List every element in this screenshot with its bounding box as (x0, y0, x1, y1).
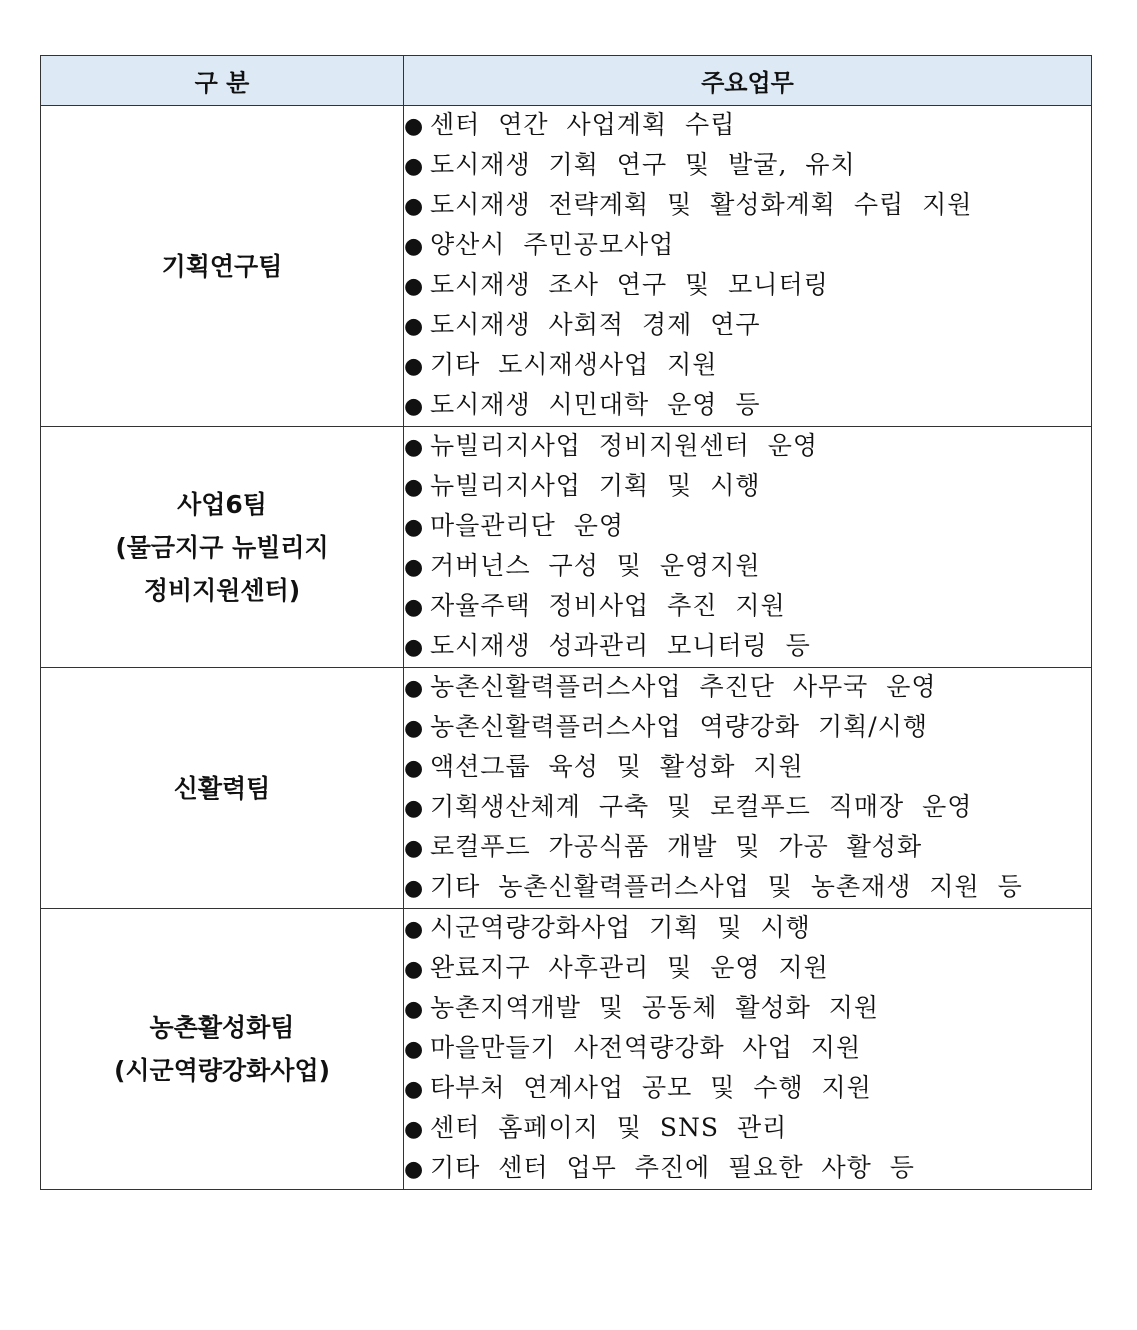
bullet-icon: ● (404, 836, 424, 861)
bullet-icon: ● (404, 635, 424, 660)
table-row (41, 427, 1092, 668)
list-item: ● 도시재생 사회적 경제 연구 (404, 306, 1091, 346)
list-item: ● 도시재생 조사 연구 및 모니터링 (404, 266, 1091, 306)
bullet-icon: ● (404, 796, 424, 821)
list-item: ● 도시재생 시민대학 운영 등 (404, 386, 1091, 426)
list-item: ● 시군역량강화사업 기획 및 시행 (404, 909, 1091, 949)
list-item: ● 기타 도시재생사업 지원 (404, 346, 1091, 386)
list-item: ● 뉴빌리지사업 정비지원센터 운영 (404, 427, 1091, 467)
bullet-icon: ● (404, 1037, 424, 1062)
org-duties-table (40, 55, 1092, 1190)
bullet-icon: ● (404, 1077, 424, 1102)
list-item: ● 도시재생 기획 연구 및 발굴, 유치 (404, 146, 1091, 186)
list-item: ● 센터 홈페이지 및 SNS 관리 (404, 1109, 1091, 1149)
bullet-icon: ● (404, 194, 424, 219)
duties-list (404, 909, 1091, 1189)
bullet-icon: ● (404, 756, 424, 781)
table-row (41, 909, 1092, 1190)
bullet-icon: ● (404, 394, 424, 419)
bullet-icon: ● (404, 957, 424, 982)
bullet-icon: ● (404, 716, 424, 741)
duties-list (404, 668, 1091, 908)
header-row (41, 56, 1092, 106)
bullet-icon: ● (404, 1157, 424, 1182)
list-item: ● 타부처 연계사업 공모 및 수행 지원 (404, 1069, 1091, 1109)
header-division: 구 분 (41, 56, 404, 106)
team-name-cell (41, 106, 404, 427)
list-item: ● 도시재생 전략계획 및 활성화계획 수립 지원 (404, 186, 1091, 226)
bullet-icon: ● (404, 475, 424, 500)
list-item: ● 양산시 주민공모사업 (404, 226, 1091, 266)
team-name-line: 사업6팀 (177, 489, 267, 519)
team-name-line: 기획연구팀 (161, 251, 283, 281)
bullet-icon: ● (404, 274, 424, 299)
duties-cell (404, 909, 1092, 1190)
bullet-icon: ● (404, 595, 424, 620)
bullet-icon: ● (404, 354, 424, 379)
team-name-line: 정비지원센터) (143, 575, 301, 605)
team-name-line: (물금지구 뉴빌리지 (115, 532, 329, 562)
list-item: ● 마을만들기 사전역량강화 사업 지원 (404, 1029, 1091, 1069)
team-name-cell (41, 909, 404, 1190)
bullet-icon: ● (404, 234, 424, 259)
list-item: ● 기타 농촌신활력플러스사업 및 농촌재생 지원 등 (404, 868, 1091, 908)
table-row (41, 668, 1092, 909)
team-name-cell (41, 427, 404, 668)
list-item: ● 액션그룹 육성 및 활성화 지원 (404, 748, 1091, 788)
bullet-icon: ● (404, 114, 424, 139)
bullet-icon: ● (404, 997, 424, 1022)
duties-cell (404, 427, 1092, 668)
list-item: ● 기타 센터 업무 추진에 필요한 사항 등 (404, 1149, 1091, 1189)
bullet-icon: ● (404, 917, 424, 942)
list-item: ● 기획생산체계 구축 및 로컬푸드 직매장 운영 (404, 788, 1091, 828)
list-item: ● 농촌신활력플러스사업 추진단 사무국 운영 (404, 668, 1091, 708)
bullet-icon: ● (404, 876, 424, 901)
duties-cell (404, 106, 1092, 427)
bullet-icon: ● (404, 314, 424, 339)
list-item: ● 로컬푸드 가공식품 개발 및 가공 활성화 (404, 828, 1091, 868)
list-item: ● 뉴빌리지사업 기획 및 시행 (404, 467, 1091, 507)
list-item: ● 마을관리단 운영 (404, 507, 1091, 547)
bullet-icon: ● (404, 1117, 424, 1142)
header-main-duties: 주요업무 (404, 56, 1092, 106)
bullet-icon: ● (404, 154, 424, 179)
list-item: ● 자율주택 정비사업 추진 지원 (404, 587, 1091, 627)
duties-list (404, 427, 1091, 667)
list-item: ● 완료지구 사후관리 및 운영 지원 (404, 949, 1091, 989)
list-item: ● 농촌신활력플러스사업 역량강화 기획/시행 (404, 708, 1091, 748)
team-name-line: (시군역량강화사업) (113, 1056, 331, 1085)
bullet-icon: ● (404, 555, 424, 580)
team-name-cell (41, 668, 404, 909)
list-item: ● 농촌지역개발 및 공동체 활성화 지원 (404, 989, 1091, 1029)
list-item: ● 거버넌스 구성 및 운영지원 (404, 547, 1091, 587)
table-row (41, 106, 1092, 427)
bullet-icon: ● (404, 515, 424, 540)
team-name-line: 신활력팀 (173, 773, 271, 803)
duties-cell (404, 668, 1092, 909)
list-item: ● 도시재생 성과관리 모니터링 등 (404, 627, 1091, 667)
list-item: ● 센터 연간 사업계획 수립 (404, 106, 1091, 146)
bullet-icon: ● (404, 435, 424, 460)
bullet-icon: ● (404, 676, 424, 701)
duties-list (404, 106, 1091, 426)
team-name-line: 농촌활성화팀 (149, 1013, 295, 1042)
